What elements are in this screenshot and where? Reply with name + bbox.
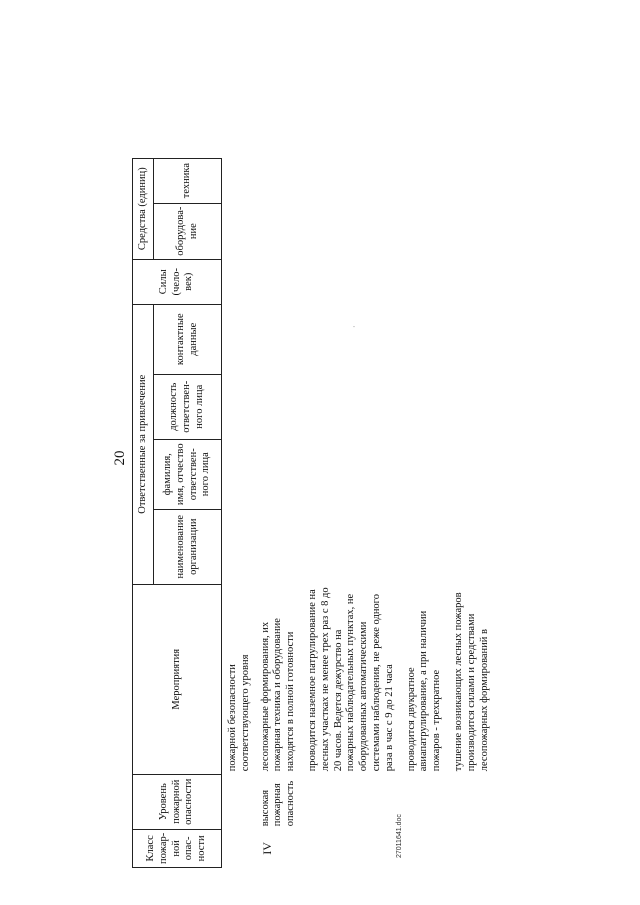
header-org-name: наименование организации (154, 509, 222, 584)
header-level: Уровень пожарной опасности (133, 774, 222, 829)
continuation-text: пожарной безопасности соответствующего уровня (227, 654, 251, 772)
measure-item: лесопожарные формирования, их пожарная техника и оборудование находятся в полной готовности (259, 618, 297, 772)
measure-item: проводится двукратное авиапатрулирование, а при наличии пожаров - трехкратное (405, 610, 443, 772)
class-value: IV (259, 842, 274, 855)
document-id: 27011641.doc (396, 814, 403, 858)
header-measures: Мероприятия (133, 584, 222, 774)
cont-class-cell (222, 829, 254, 867)
measures-cell (254, 584, 493, 774)
header-responsible: Ответственные за привлечение (133, 304, 154, 584)
header-equipment: оборудова-ние (154, 203, 222, 259)
stray-mark: · (350, 325, 359, 328)
header-full-name: фамилия, имя, отчество ответствен-ного лица (154, 439, 222, 509)
page-number: 20 (112, 450, 128, 466)
header-position: должность ответствен-ного лица (154, 374, 222, 439)
level-value: высокая пожарная опасность (259, 780, 297, 827)
fire-danger-table (132, 158, 492, 868)
header-forces: Силы (чело-век) (133, 259, 222, 304)
header-means: Средства (единиц) (133, 158, 154, 259)
empty-cells (222, 158, 254, 584)
header-contacts: контактные данные (154, 304, 222, 374)
header-technique: техника (154, 158, 222, 203)
empty-cells (254, 158, 493, 584)
measure-item: проводится наземное патрулирование на лесных участках не менее трех раз с 8 до 20 часов. Ведется дежурство на пожарных наблюдательных пунктах, не оборудованных автоматическими системами наблюдения, не реже одного раза в час с 9 до 21 часа (306, 587, 395, 772)
rotated-page (60, 48, 490, 868)
measure-item: тушение возникающих лесных пожаров производится силами и средствами лесопожарных формирований в (452, 592, 490, 772)
header-class: Класс пожар-ной опас-ности (133, 829, 222, 867)
cont-level-cell (222, 774, 254, 829)
